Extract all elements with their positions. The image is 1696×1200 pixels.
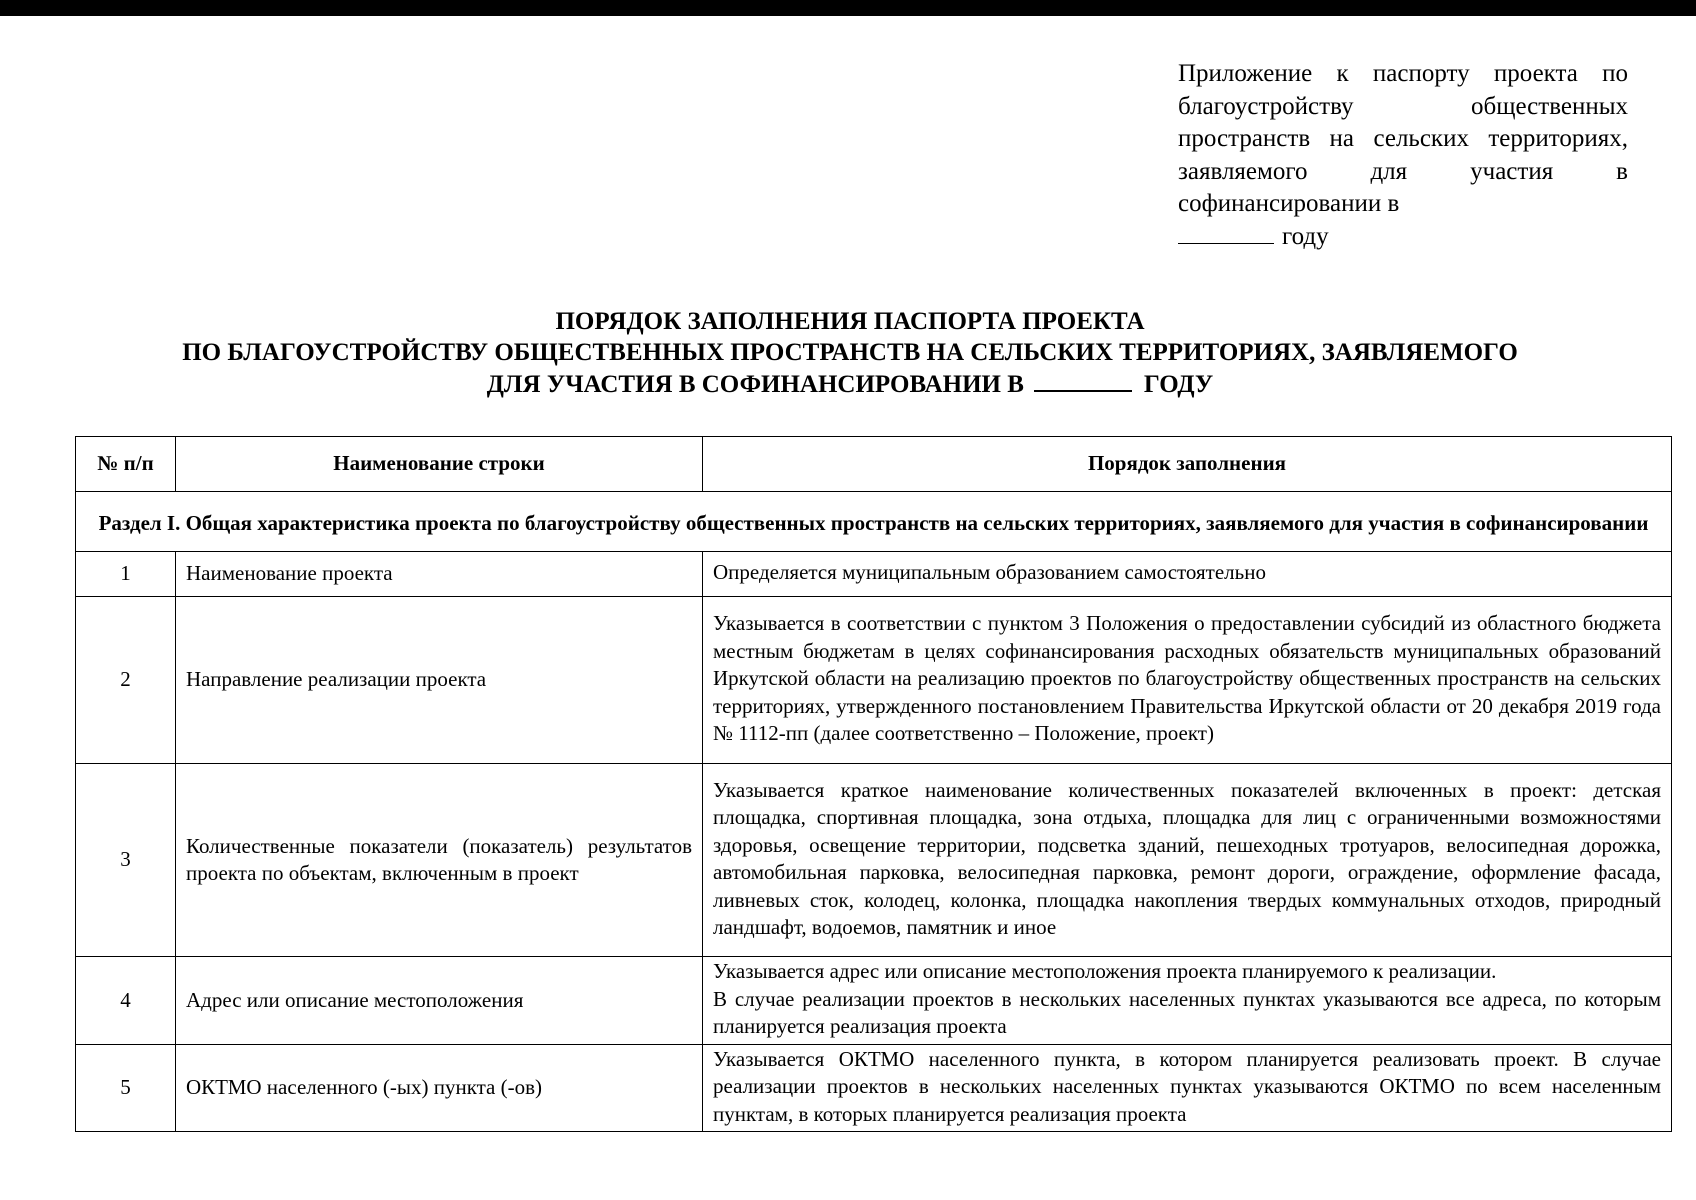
section-row: [76, 492, 1672, 552]
row-description: Указывается краткое наименование количественных показателей включенных в проект: детская площадка, спортивная площадка, зона отдыха, площадка для лиц с ограниченными возможностями здоровья, освещение территории, подсветка зданий, пешеходных тротуаров, велосипедная дорожка, автомобильная парковка, велосипедная парковка, ремонт дороги, ограждение, оформление фасада, ливневых сток, колодец, колонка, площадка накопления твердых коммунальных отходов, природный ландшафт, водоемов, памятник и иное: [703, 764, 1672, 957]
document-title: [60, 306, 1640, 400]
table-row: [76, 597, 1672, 764]
header-filling-order: Порядок заполнения: [703, 437, 1672, 492]
header-number: № п/п: [76, 437, 176, 492]
title-line-1: ПОРЯДОК ЗАПОЛНЕНИЯ ПАСПОРТА ПРОЕКТА: [555, 308, 1145, 335]
row-description: Определяется муниципальным образованием самостоятельно: [703, 552, 1672, 597]
table-row: [76, 957, 1672, 1045]
section-title: Раздел I. Общая характеристика проекта по благоустройству общественных пространств на сельских территориях, заявляемого для участия в софинансировании: [76, 492, 1672, 552]
appendix-text: Приложение к паспорту проекта по благоустройству общественных пространств на сельских территориях, заявляемого для участия в софинансировании в: [1178, 60, 1628, 217]
header-row-name: Наименование строки: [176, 437, 703, 492]
row-number: 2: [76, 597, 176, 764]
appendix-year-word: году: [1282, 222, 1329, 250]
appendix-note: [1178, 58, 1628, 253]
row-description: [703, 957, 1672, 1045]
row-description: Указывается ОКТМО населенного пункта, в котором планируется реализовать проект. В случае реализации проектов в нескольких населенных пунктах указываются ОКТМО по всем населенным пунктам, в которых планируется реализация проекта: [703, 1044, 1672, 1132]
row-description: Указывается в соответствии с пунктом 3 Положения о предоставлении субсидий из областного бюджета местным бюджетам в целях софинансирования расходных обязательств муниципальных образований Иркутской области на реализацию проектов по благоустройству общественных пространств на сельских территориях, утвержденного постановлением Правительства Иркутской области от 20 декабря 2019 года № 1112-пп (далее соответственно – Положение, проект): [703, 597, 1672, 764]
row-description-line-2: В случае реализации проектов в нескольких населенных пунктах указываются все адреса, по которым планируется реализация проекта: [713, 986, 1661, 1038]
table-row: [76, 764, 1672, 957]
title-line-3: [60, 368, 1640, 400]
row-name: Наименование проекта: [176, 552, 703, 597]
title-line-2: ПО БЛАГОУСТРОЙСТВУ ОБЩЕСТВЕННЫХ ПРОСТРАНСТВ НА СЕЛЬСКИХ ТЕРРИТОРИЯХ, ЗАЯВЛЯЕМОГО: [182, 339, 1518, 366]
row-name: Направление реализации проекта: [176, 597, 703, 764]
filling-order-table: [75, 436, 1672, 1132]
appendix-year-blank: [1178, 221, 1274, 244]
row-name: Адрес или описание местоположения: [176, 957, 703, 1045]
title-year-blank: [1034, 368, 1132, 392]
table-row: [76, 552, 1672, 597]
title-line-3-text: ДЛЯ УЧАСТИЯ В СОФИНАНСИРОВАНИИ В: [486, 371, 1024, 398]
row-description-line-1: Указывается адрес или описание местоположения проекта планируемого к реализации.: [713, 959, 1497, 983]
row-name: ОКТМО населенного (-ых) пункта (-ов): [176, 1044, 703, 1132]
row-name: Количественные показатели (показатель) результатов проекта по объектам, включенным в проект: [176, 764, 703, 957]
row-number: 5: [76, 1044, 176, 1132]
table-header-row: [76, 437, 1672, 492]
row-number: 3: [76, 764, 176, 957]
scan-top-border: [0, 0, 1696, 16]
row-number: 4: [76, 957, 176, 1045]
row-number: 1: [76, 552, 176, 597]
table-row: [76, 1044, 1672, 1132]
title-year-word: ГОДУ: [1143, 371, 1214, 398]
